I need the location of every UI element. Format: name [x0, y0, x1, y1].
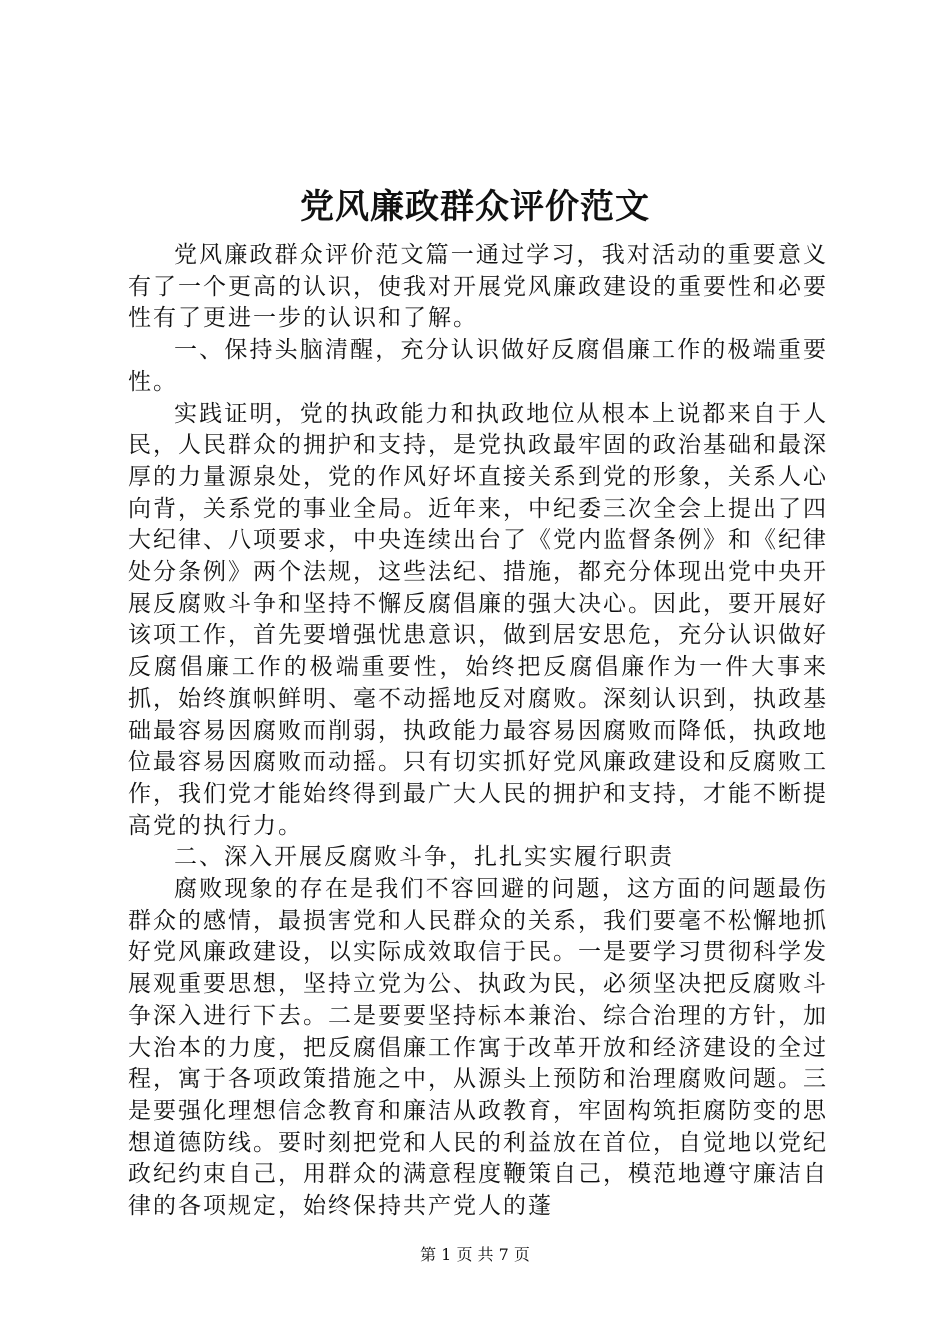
paragraph-heading-2: 二、深入开展反腐败斗争，扎扎实实履行职责: [174, 844, 674, 871]
paragraph-corruption: 腐败现象的存在是我们不容回避的问题，这方面的问题最伤群众的感情，最损害党和人民群众的关系，我们要毫不松懈地抓好党风廉政建设，以实际成效取信于民。一是要学习贯彻科学发展观重要思想，坚持立党为公、执政为民，必须坚决把反腐败斗争深入进行下去。二是要要坚持标本兼治、综合治理的方针，加大治本的力度，把反腐倡廉工作寓于改革开放和经济建设的全过程，寓于各项政策措施之中，从源头上预防和治理腐败问题。三是要强化理想信念教育和廉洁从政教育，牢固构筑拒腐防变的思想道德防线。要时刻把党和人民的利益放在首位，自觉地以党纪政纪约束自己，用群众的满意程度鞭策自己，模范地遵守廉洁自律的各项规定，始终保持共产党人的蓬: [128, 876, 828, 1220]
document-title: 党风廉政群众评价范文: [300, 187, 650, 227]
document-body: [128, 240, 828, 1223]
paragraph-practice: 实践证明，党的执政能力和执政地位从根本上说都来自于人民，人民群众的拥护和支持，是党执政最牢固的政治基础和最深厚的力量源泉处，党的作风好坏直接关系到党的形象，关系人心向背，关系党的事业全局。近年来，中纪委三次全会上提出了四大纪律、八项要求，中央连续出台了《党内监督条例》和《纪律处分条例》两个法规，这些法纪、措施，都充分体现出党中央开展反腐败斗争和坚持不懈反腐倡廉的强大决心。因此，要开展好该项工作，首先要增强忧患意识，做到居安思危，充分认识做好反腐倡廉工作的极端重要性，始终把反腐倡廉作为一件大事来抓，始终旗帜鲜明、毫不动摇地反对腐败。深刻认识到，执政基础最容易因腐败而削弱，执政能力最容易因腐败而降低，执政地位最容易因腐败而动摇。只有切实抓好党风廉政建设和反腐败工作，我们党才能始终得到最广大人民的拥护和支持，才能不断提高党的执行力。: [128, 400, 828, 839]
paragraph-heading-1: 一、保持头脑清醒，充分认识做好反腐倡廉工作的极端重要性。: [128, 337, 828, 395]
paragraph-intro: 党风廉政群众评价范文篇一通过学习，我对活动的重要意义有了一个更高的认识，使我对开展党风廉政建设的重要性和必要性有了更进一步的认识和了解。: [128, 242, 828, 332]
page-footer: 第 1 页 共 7 页: [420, 1245, 530, 1264]
